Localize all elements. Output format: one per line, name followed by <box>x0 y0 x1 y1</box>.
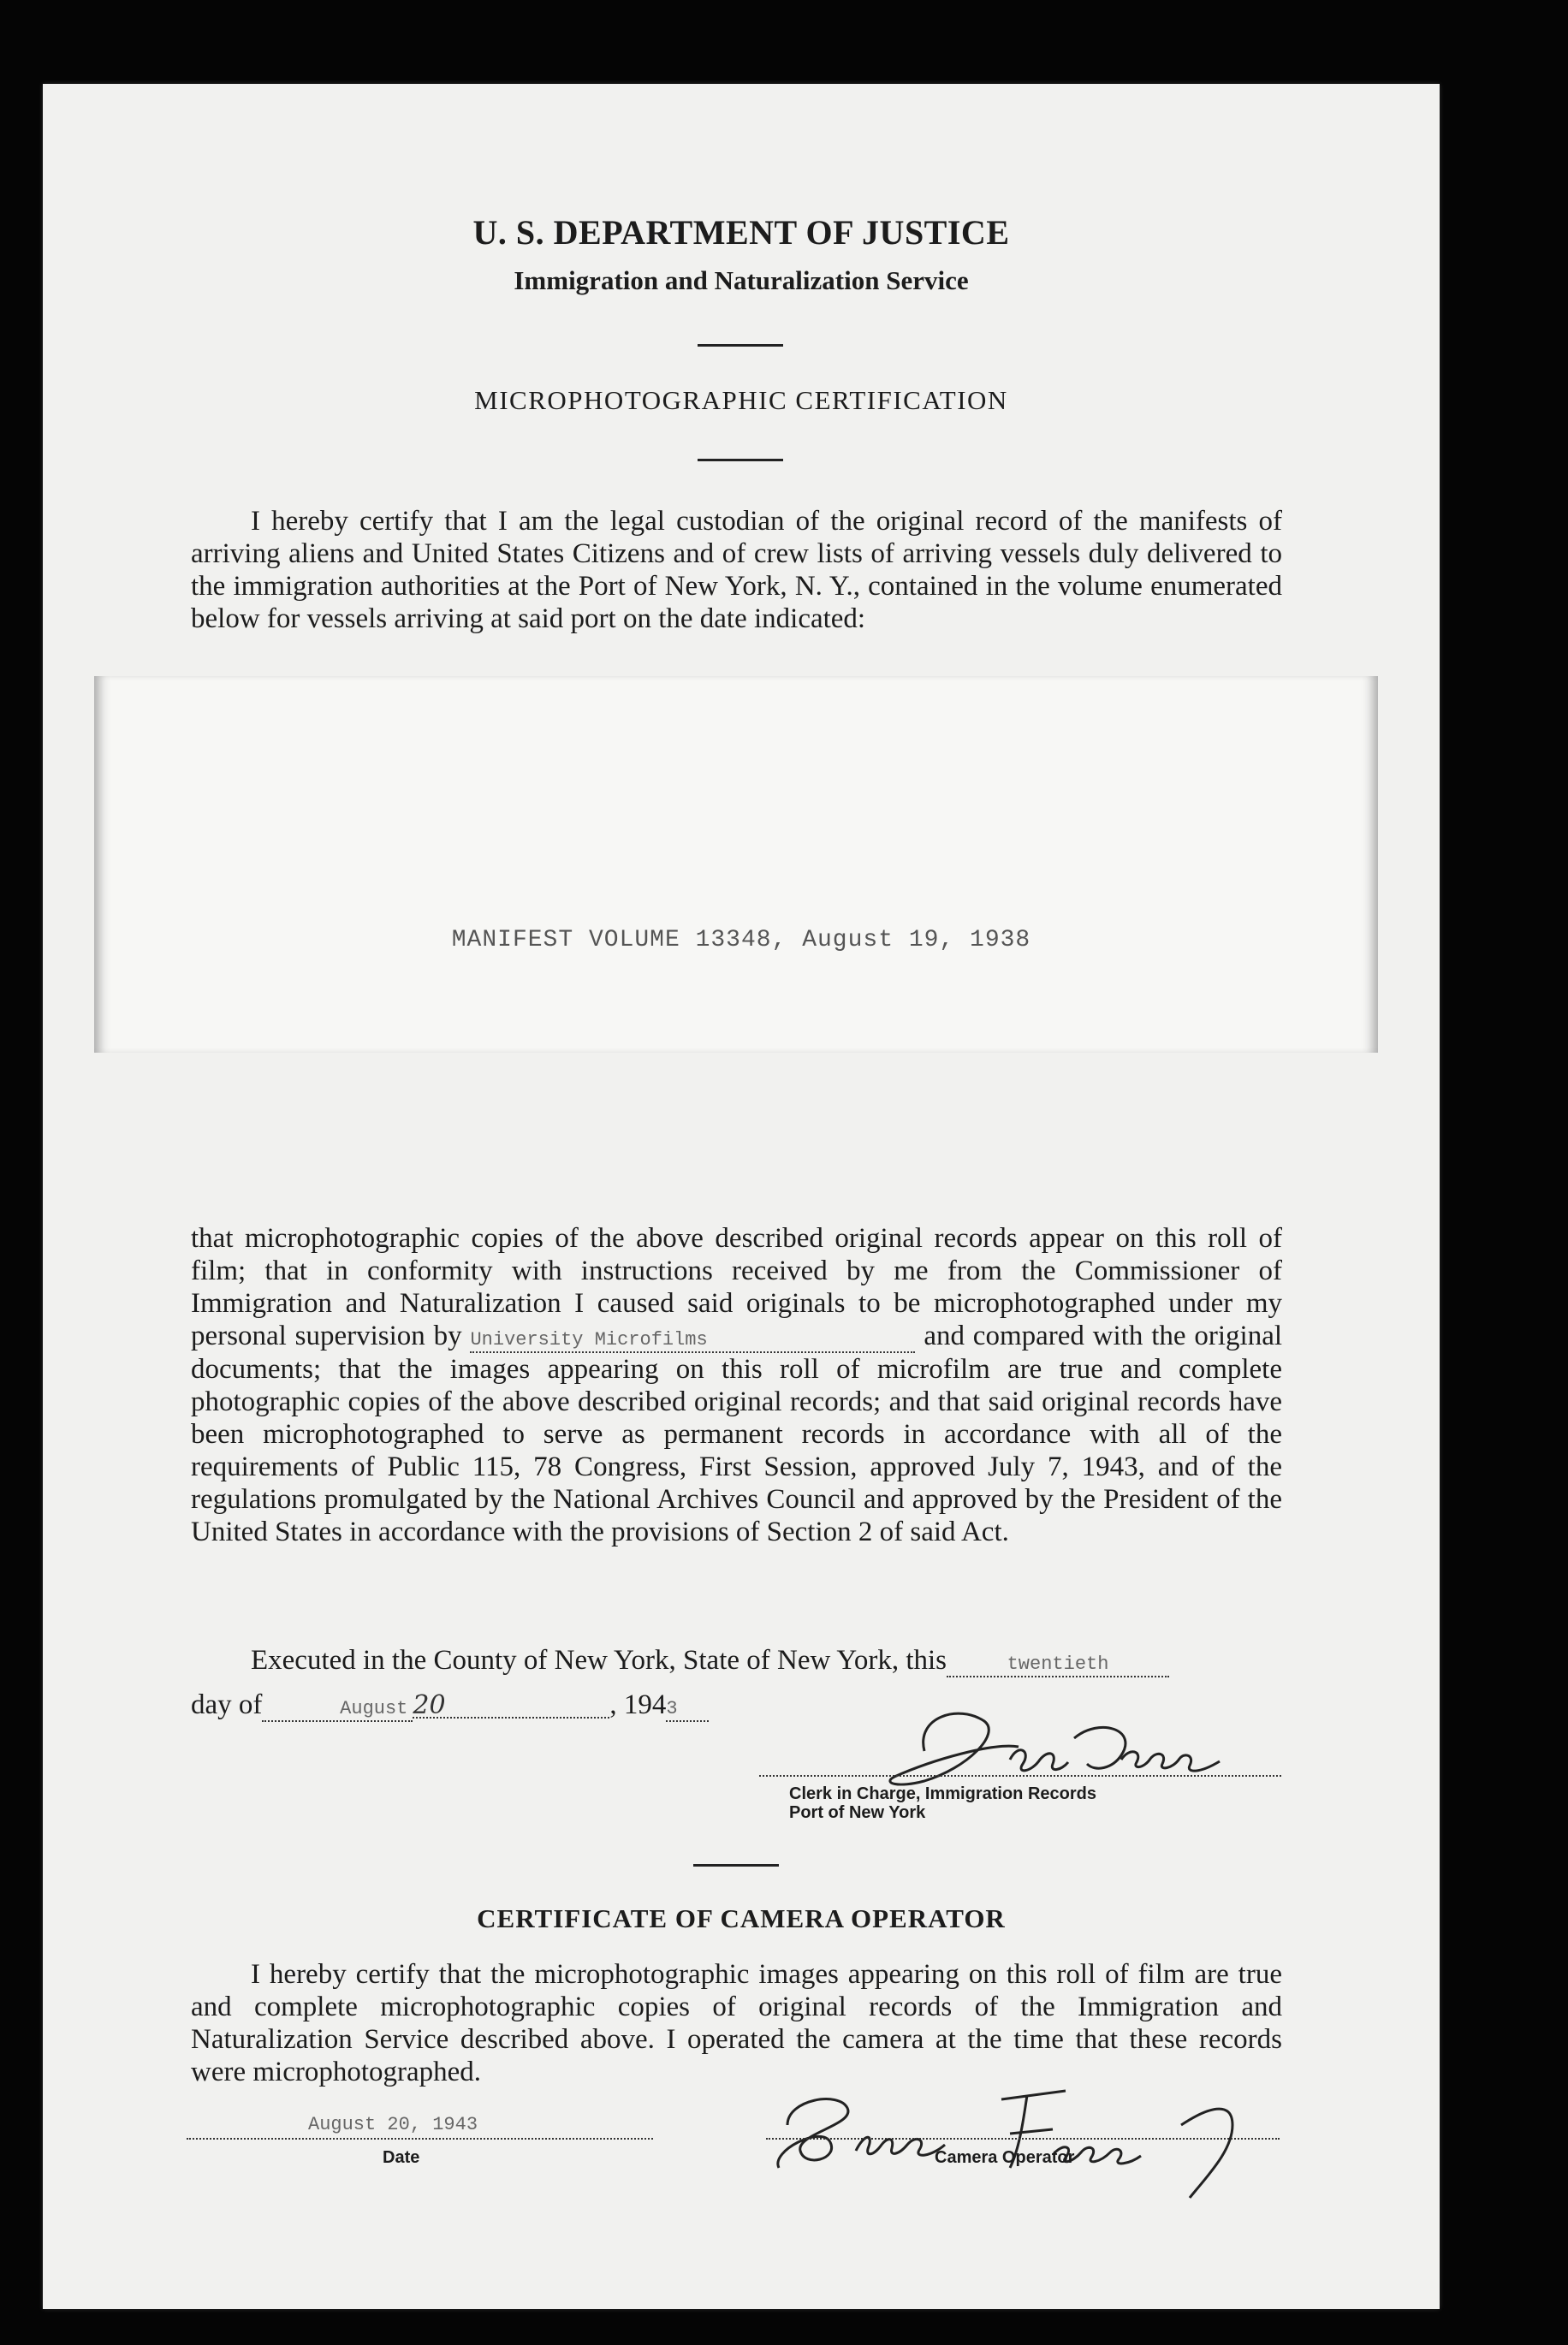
year-prefix: , 194 <box>609 1689 667 1720</box>
manifest-strip <box>94 676 1378 1053</box>
day-of-label: day of <box>191 1689 263 1720</box>
date-value: August 20, 1943 <box>308 2114 478 2135</box>
camera-certificate-title: CERTIFICATE OF CAMERA OPERATOR <box>477 1903 1006 1933</box>
intro-paragraph: I hereby certify that I am the legal custodian of the original record of the manifests of arriving aliens and United States Citizens and of crew lists of arriving vessels duly delivered to the immigration authorities at the Port of New York, N. Y., contained in the volume enumerated below for vessels arriving at said port on the date indicated: <box>191 506 1282 634</box>
body-text-part2: and compared with the original documents; that the images appearing on this roll of microfilm are true and complete photographic copies of the above described original records; and that said original records have been microphotographed to serve as permanent records in accordance with all of the requirements of Public 115, 78 Congress, First Session, approved July 7, 1943, and of the regulations promulgated by the National Archives Council and approved by the President of the United States in accordance with the provisions of Section 2 of said Act. <box>191 1321 1283 1547</box>
executed-line <box>251 1644 1169 1677</box>
month-field: August <box>262 1698 413 1722</box>
date-line <box>187 2138 653 2140</box>
body-text-part1: that microphotographic copies of the above described original records appear on this roll of film; that in conformity with instructions received by me from the Commissioner of Immigration and Naturalization I caused said originals to be microphotographed under my personal supervision by <box>191 1223 1282 1351</box>
certificate-page <box>43 84 1440 2309</box>
clerk-title-line1: Clerk in Charge, Immigration Records <box>789 1784 1096 1803</box>
divider-rule <box>693 1864 779 1867</box>
clerk-signature-icon <box>864 1700 1258 1794</box>
body-paragraph <box>191 1222 1282 1548</box>
operator-signature-line <box>766 2138 1280 2140</box>
manifest-volume: MANIFEST VOLUME 13348, August 19, 1938 <box>451 927 1031 953</box>
supervisor-field: University Microfilms <box>470 1329 915 1353</box>
operator-label: Camera Operator <box>935 2148 1075 2167</box>
clerk-title-line2: Port of New York <box>789 1803 926 1822</box>
divider-rule <box>698 459 783 461</box>
divider-rule <box>698 344 783 347</box>
certification-title: MICROPHOTOGRAPHIC CERTIFICATION <box>474 385 1008 415</box>
clerk-signature-line <box>759 1775 1281 1777</box>
day-word-field: twentieth <box>947 1653 1169 1677</box>
year-suffix-field: 3 <box>666 1698 709 1722</box>
clerk-title <box>789 1784 1096 1822</box>
executed-text: Executed in the County of New York, State of New York, this <box>251 1645 947 1676</box>
date-label: Date <box>383 2148 420 2167</box>
department-heading: U. S. DEPARTMENT OF JUSTICE <box>472 213 1010 252</box>
day-number-field: 20 <box>413 1695 609 1719</box>
camera-paragraph: I hereby certify that the microphotographic images appearing on this roll of film are true and complete microphotographic copies of original records of the Immigration and Naturalization Service described above. I operated the camera at the time that these records were microphotographed. <box>191 1959 1282 2087</box>
service-subheading: Immigration and Naturalization Service <box>514 265 969 295</box>
day-of-line <box>191 1689 709 1722</box>
